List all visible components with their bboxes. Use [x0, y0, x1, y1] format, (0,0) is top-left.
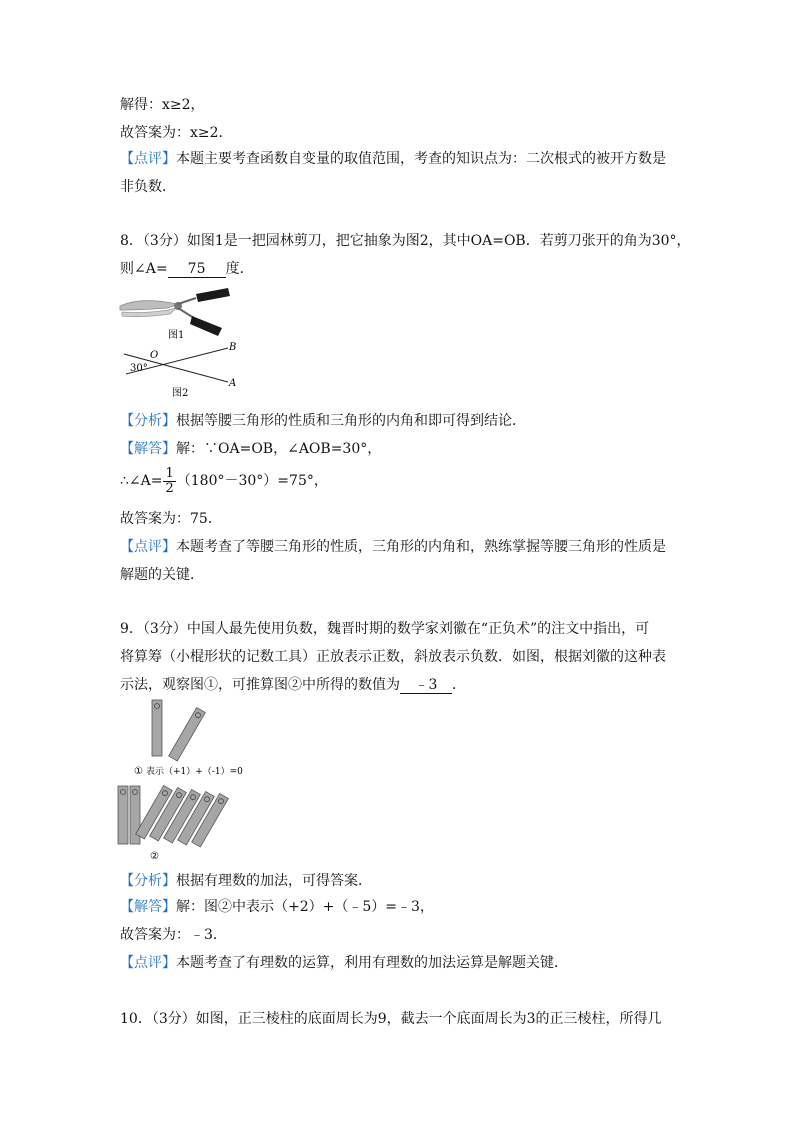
q8-label-angle: 30°: [130, 363, 148, 374]
q8-analysis-text: 根据等腰三角形的性质和三角形的内角和即可得到结论．: [176, 413, 526, 429]
q7-comment-text: 本题主要考查函数自变量的取值范围，考查的知识点为：二次根式的被开方数是: [176, 151, 666, 167]
q8-answer: 故答案为：75．: [120, 511, 222, 527]
q8-stem-pre: 则∠A=: [120, 261, 168, 277]
q8-stem-post: 度．: [225, 261, 254, 277]
q8-label-o: O: [150, 350, 159, 361]
analysis-tag: 【分析】: [120, 413, 176, 429]
q9-fig1-caption: 表示（+1）+（-1）=0: [146, 767, 243, 777]
q7-comment-cont: 非负数．: [120, 179, 176, 195]
q8-solution-formula: [120, 464, 328, 498]
q9-fig2-marker: ②: [150, 851, 159, 862]
q9-stem-pre: 示法，观察图①，可推算图②中所得的数值为: [120, 677, 400, 693]
q8-comment-text: 本题考查了等腰三角形的性质，三角形的内角和，熟练掌握等腰三角形的性质是: [176, 539, 666, 555]
q8-label-b: B: [229, 342, 237, 353]
q9-analysis-text: 根据有理数的加法，可得答案．: [176, 873, 372, 889]
q9-fig1-marker: ①: [134, 766, 143, 777]
counting-rods-fig1: [152, 700, 205, 761]
q9-stem: 9．（3分）中国人最先使用负数，魏晋时期的数学家刘徽在“正负术”的注文中指出，可: [120, 621, 650, 637]
q9-answer-blank: ﹣3: [400, 677, 452, 694]
q7-comment: [120, 150, 666, 168]
q8-analysis: [120, 412, 526, 430]
q9-stem-cont-2: [120, 676, 466, 694]
q9-stem-cont: 将算筹（小棍形状的记数工具）正放表示正数，斜放表示负数．如图，根据刘徽的这种表: [120, 649, 666, 665]
q7-solve: 解得：x≥2，: [120, 97, 205, 113]
q8-comment-cont: 解题的关键．: [120, 567, 204, 583]
q8-formula-pre: ∴∠A=: [120, 473, 163, 489]
q8-solution: [120, 440, 381, 458]
solution-tag: 【解答】: [120, 899, 176, 915]
q7-answer: 故答案为：x≥2．: [120, 125, 233, 141]
q10-stem: 10．（3分）如图，正三棱柱的底面周长为9，截去一个底面周长为3的正三棱柱，所得几: [120, 1011, 662, 1027]
q8-comment: [120, 538, 666, 556]
comment-tag: 【点评】: [120, 151, 176, 167]
q9-solution: [120, 898, 434, 916]
shears-figure: [120, 288, 230, 336]
q8-fig1-caption: 图1: [168, 330, 185, 341]
q9-answer: 故答案为：﹣3．: [120, 927, 227, 943]
q8-formula-post: （180°－30°）=75°，: [176, 473, 328, 489]
comment-tag: 【点评】: [120, 955, 176, 971]
q9-comment: [120, 954, 568, 972]
comment-tag: 【点评】: [120, 539, 176, 555]
counting-rods-fig2: [118, 786, 228, 847]
q8-answer-blank: 75: [168, 261, 226, 278]
q9-solution-text: 解：图②中表示（+2）+（﹣5）=﹣3，: [176, 899, 434, 915]
q8-stem-cont: [120, 260, 254, 278]
q8-solution-text: 解：∵OA=OB，∠AOB=30°，: [176, 441, 382, 457]
q9-comment-text: 本题考查了有理数的运算，利用有理数的加法运算是解题关键．: [176, 955, 568, 971]
q8-fig2-caption: 图2: [172, 388, 189, 398]
analysis-tag: 【分析】: [120, 873, 176, 889]
q8-stem: 8．（3分）如图1是一把园林剪刀，把它抽象为图2，其中OA=OB．若剪刀张开的角为30°，: [120, 233, 691, 249]
solution-tag: 【解答】: [120, 441, 176, 457]
fraction-one-half: $\frac{1}{2}$: [165, 465, 174, 496]
q9-figure: [116, 696, 256, 864]
q8-label-a: A: [229, 378, 237, 389]
q9-stem-post: ．: [452, 677, 466, 693]
q9-analysis: [120, 872, 372, 890]
q8-figure: [118, 284, 238, 398]
